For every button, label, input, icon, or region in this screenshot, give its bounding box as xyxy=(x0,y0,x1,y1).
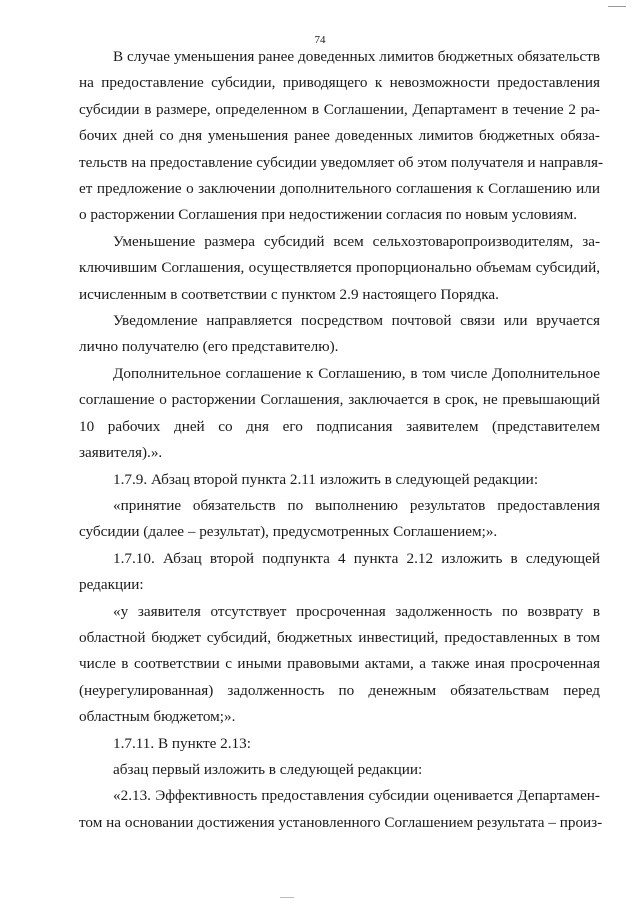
text-line: исчисленным в соответствии с пунктом 2.9 настоящего Порядка. xyxy=(79,285,499,303)
text-line: «принятие обязательств по выполнению результатов предоставления xyxy=(113,496,600,514)
paragraph xyxy=(79,308,600,361)
paragraph xyxy=(79,467,600,493)
document-body xyxy=(79,44,604,836)
paragraph xyxy=(79,493,600,546)
text-line: о расторжении Соглашения при недостижении согласия по новым условиям. xyxy=(79,206,577,224)
corner-scan-mark xyxy=(608,0,626,7)
paragraph xyxy=(79,546,600,599)
text-line: субсидии в размере, определенном в Соглашении, Департамент в течение 2 ра- xyxy=(79,100,600,118)
text-line: заявителя).». xyxy=(79,444,163,462)
text-line: Дополнительное соглашение к Соглашению, в том числе Дополнительное xyxy=(113,364,600,382)
paragraph xyxy=(79,229,600,308)
paragraph xyxy=(79,731,600,757)
text-line: редакции: xyxy=(79,576,144,594)
text-line: «у заявителя отсутствует просроченная задолженность по возврату в xyxy=(113,602,600,620)
text-line: 10 рабочих дней со дня его подписания заявителем (представителем xyxy=(79,417,600,435)
paragraph xyxy=(79,599,600,731)
paragraph xyxy=(79,44,604,229)
text-line: бочих дней со дня уменьшения ранее доведенных лимитов бюджетных обяза- xyxy=(79,127,600,145)
paragraph xyxy=(79,361,600,467)
text-line: на предоставление субсидии, приводящего к невозможности предоставления xyxy=(79,74,600,92)
paragraph xyxy=(79,757,600,783)
text-line: В случае уменьшения ранее доведенных лимитов бюджетных обязательств xyxy=(113,48,600,65)
text-line: областным бюджетом;». xyxy=(79,708,236,726)
text-line: 1.7.10. Абзац второй подпункта 4 пункта 2.12 изложить в следующей xyxy=(113,549,600,567)
text-line: Уведомление направляется посредством почтовой связи или вручается xyxy=(113,312,600,330)
text-line: числе в соответствии с иными правовыми актами, а также иная просроченная xyxy=(79,655,600,673)
text-line: тельств на предоставление субсидии уведомляет об этом получателя и направля- xyxy=(79,153,604,171)
paragraph xyxy=(79,783,603,836)
text-line: лично получателю (его представителю). xyxy=(79,338,339,356)
text-line: ключившим Соглашения, осуществляется пропорционально объемам субсидий, xyxy=(79,259,600,277)
text-line: соглашение о расторжении Соглашения, заключается в срок, не превышающий xyxy=(79,391,600,409)
text-line: субсидии (далее – результат), предусмотренных Соглашением;». xyxy=(79,523,498,541)
bottom-scan-mark xyxy=(280,897,294,898)
text-line: областной бюджет субсидий, бюджетных инвестиций, предоставленных в том xyxy=(79,628,600,646)
text-line: «2.13. Эффективность предоставления субсидии оценивается Департамен- xyxy=(113,787,600,805)
text-line: 1.7.11. В пункте 2.13: xyxy=(113,734,251,752)
text-line: 1.7.9. Абзац второй пункта 2.11 изложить в следующей редакции: xyxy=(113,470,539,488)
text-line: (неурегулированная) задолженность по денежным обязательствам перед xyxy=(79,681,600,699)
text-line: абзац первый изложить в следующей редакции: xyxy=(113,760,423,778)
text-line: том на основании достижения установленного Соглашением результата – произ- xyxy=(79,813,603,831)
text-line: ет предложение о заключении дополнительного соглашения к Соглашению или xyxy=(79,180,600,198)
text-line: Уменьшение размера субсидий всем сельхозтоваропроизводителям, за- xyxy=(113,232,600,250)
page-number: 74 xyxy=(314,34,326,46)
